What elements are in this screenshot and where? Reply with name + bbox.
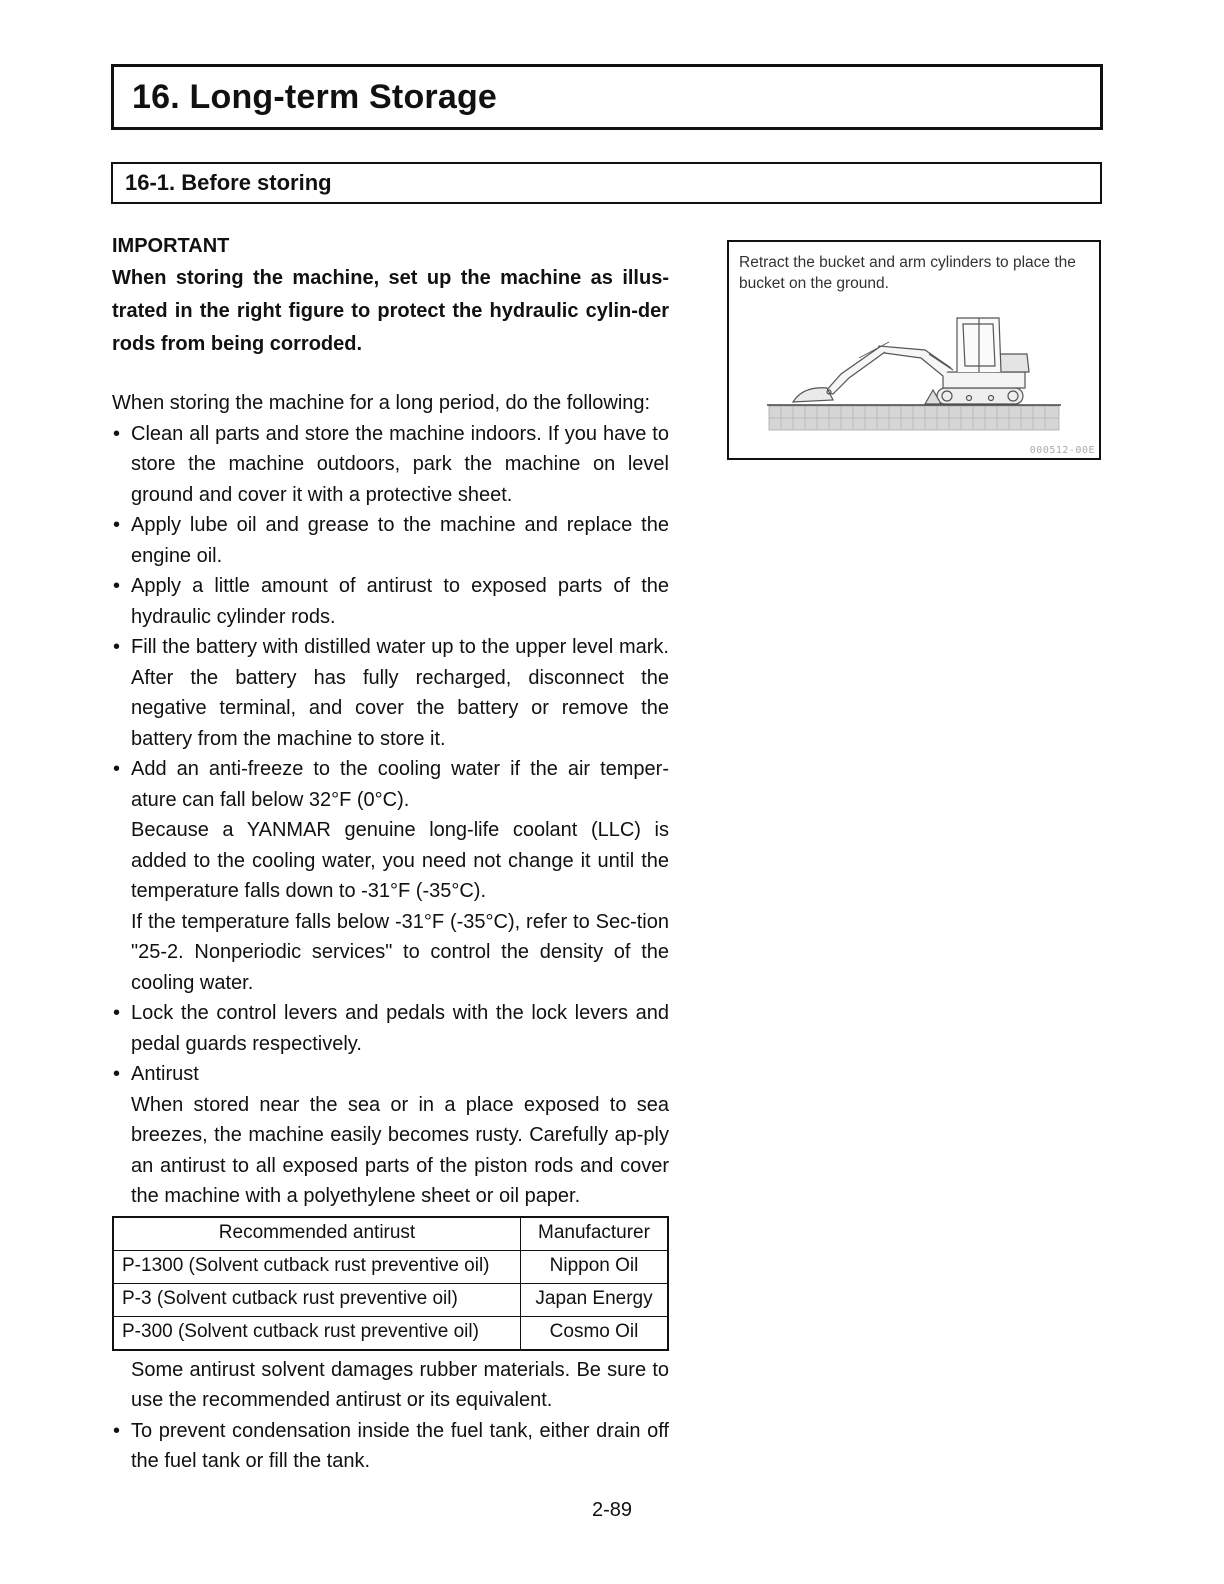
excavator-icon (793, 318, 1029, 404)
table-header-cell: Manufacturer (521, 1217, 669, 1251)
list-item (112, 510, 669, 571)
chapter-title-box (111, 64, 1103, 130)
intro-text: When storing the machine for a long period, do the following: (112, 392, 651, 414)
list-item (112, 754, 669, 998)
excavator-illustration (729, 242, 1099, 458)
table-row (113, 1283, 668, 1316)
list-item-text: Antirust (131, 1063, 199, 1085)
table-cell: P-3 (Solvent cutback rust preventive oil) (113, 1283, 521, 1316)
ground-icon (767, 405, 1061, 430)
list-item-text: Apply lube oil and grease to the machine and replace the engine oil. (131, 514, 669, 567)
important-text: When storing the machine, set up the machine as illus-trated in the right figure to protect the hydraulic cylin-der rods from being corroded. (112, 267, 669, 355)
table-row (113, 1250, 668, 1283)
list-item-text: Add an anti-freeze to the cooling water if the air temper-ature can fall below 32°F (0°C). (131, 758, 669, 811)
table-header-cell: Recommended antirust (113, 1217, 521, 1251)
list-item-paragraph: If the temperature falls below -31°F (-35°C), refer to Sec-tion "25-2. Nonperiodic services" to control the density of the cooling water. (131, 910, 669, 994)
bullet-icon: • (113, 1002, 121, 1024)
list-item-paragraph: Because a YANMAR genuine long-life coolant (LLC) is added to the cooling water, you need not change it until the temperature falls down to -31°F (-35°C). (131, 819, 669, 902)
list-item (112, 1416, 669, 1477)
list-item-text: Clean all parts and store the machine indoors. If you have to store the machine outdoors, park the machine on level ground and cover it with a protective sheet. (131, 422, 669, 506)
list-item (112, 632, 669, 754)
bullet-icon: • (113, 1063, 121, 1085)
bullet-icon: • (113, 758, 121, 780)
figure-caption: Retract the bucket and arm cylinders to place the bucket on the ground. (739, 254, 1076, 292)
list-item-text: To prevent condensation inside the fuel tank, either drain off the fuel tank or fill the tank. (131, 1419, 669, 1472)
chapter-title: 16. Long-term Storage (132, 78, 498, 116)
table-cell: P-1300 (Solvent cutback rust preventive oil) (113, 1250, 521, 1283)
bullet-icon: • (113, 636, 121, 658)
table-cell: Cosmo Oil (521, 1316, 669, 1350)
table-cell: Japan Energy (521, 1283, 669, 1316)
list-item-paragraph: When stored near the sea or in a place exposed to sea breezes, the machine easily becomes rusty. Carefully ap-ply an antirust to all exposed parts of the piston rods and cover the machine with a polyethylene sheet or oil paper. (131, 1093, 669, 1207)
important-label: IMPORTANT (112, 235, 230, 257)
page-number: 2-89 (591, 1499, 633, 1521)
list-item-text: Fill the battery with distilled water up to the upper level mark. After the battery has fully recharged, disconnect the negative terminal, and cover the battery or remove the battery from the machine to store it. (131, 636, 669, 750)
bullet-icon: • (113, 422, 121, 445)
antirust-table (112, 1216, 669, 1351)
bullet-icon: • (113, 1419, 121, 1442)
bullet-icon: • (113, 575, 121, 597)
table-header-row (113, 1217, 668, 1251)
instruction-list (112, 419, 669, 1477)
table-row (113, 1316, 668, 1350)
bullet-icon: • (113, 514, 121, 536)
list-item-paragraph: Some antirust solvent damages rubber materials. Be sure to use the recommended antirust or its equivalent. (131, 1358, 669, 1411)
table-cell: Nippon Oil (521, 1250, 669, 1283)
section-title-box (111, 162, 1102, 204)
list-item (112, 571, 669, 632)
list-item-text: Lock the control levers and pedals with the lock levers and pedal guards respectively. (131, 1002, 669, 1055)
storage-figure (727, 240, 1101, 460)
main-text-column (112, 232, 669, 1477)
figure-code: 000512-00E (1029, 445, 1095, 456)
table-cell: P-300 (Solvent cutback rust preventive oil) (113, 1316, 521, 1350)
list-item-text: Apply a little amount of antirust to exposed parts of the hydraulic cylinder rods. (131, 575, 669, 628)
list-item (112, 1059, 669, 1416)
section-title: 16-1. Before storing (125, 170, 332, 195)
list-item (112, 419, 669, 511)
list-item (112, 998, 669, 1059)
